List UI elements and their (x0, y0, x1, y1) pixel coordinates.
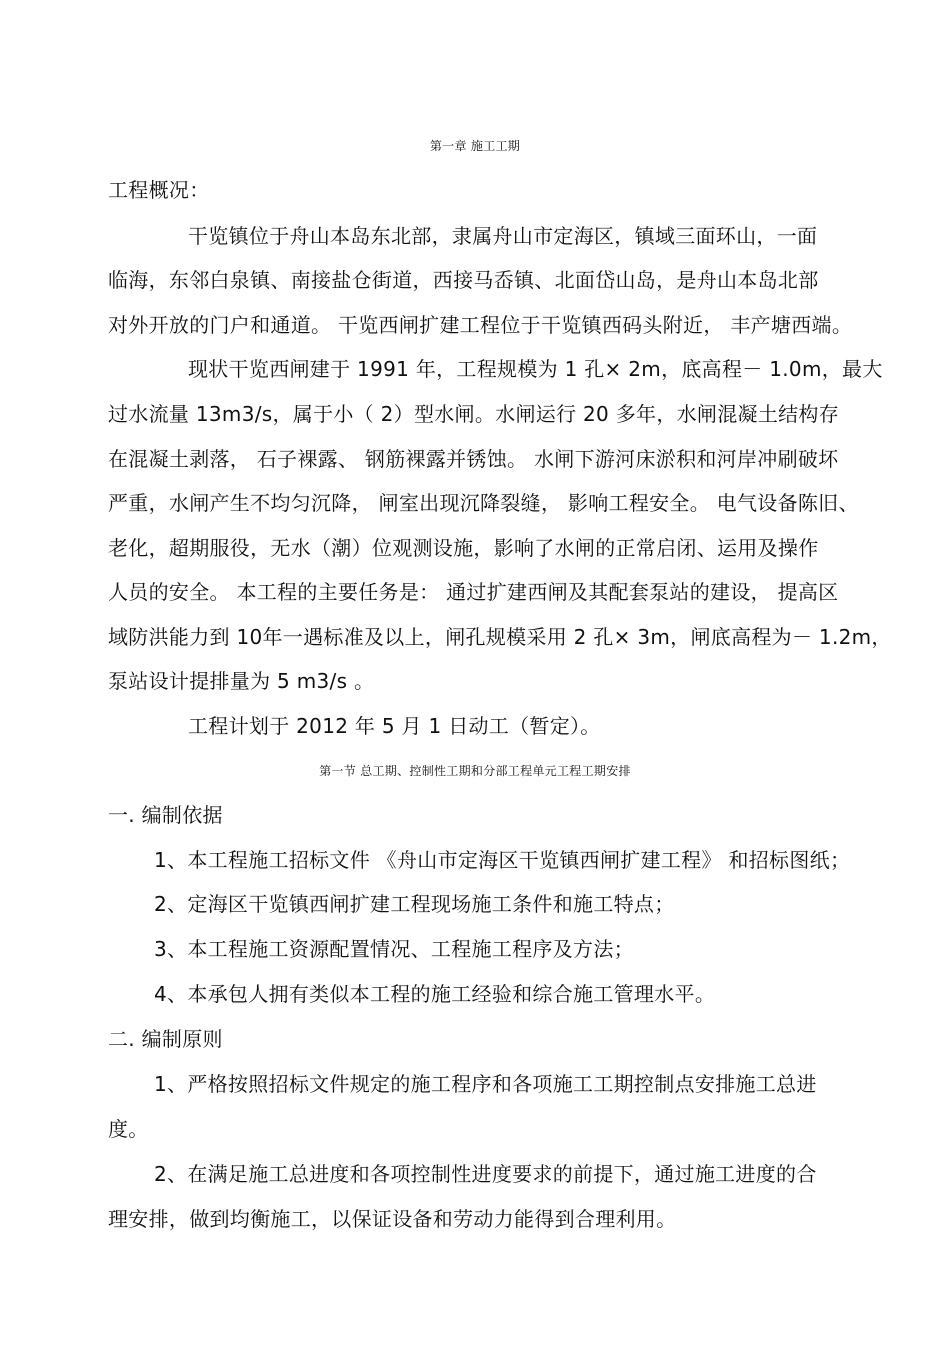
paragraph-2-line-3: 在混凝土剥落， 石子裸露、 钢筋裸露并锈蚀。 水闸下游河床淤积和河岸冲刷破坏 (108, 447, 839, 471)
basis-item-4: 4、本承包人拥有类似本工程的施工经验和综合施工管理水平。 (154, 982, 716, 1006)
paragraph-2-line-2: 过水流量 13m3/s，属于小（ 2）型水闸。水闸运行 20 多年，水闸混凝土结构存 (108, 402, 840, 426)
section-title: 第一节 总工期、控制性工期和分部工程单元工程工期安排 (319, 764, 631, 778)
paragraph-2-line-8: 泵站设计提排量为 5 m3/s 。 (108, 669, 375, 693)
chapter-title: 第一章 施工工期 (429, 139, 521, 153)
principle-1-line-2: 度。 (108, 1117, 149, 1141)
basis-item-2: 2、定海区干览镇西闸扩建工程现场施工条件和施工特点； (154, 892, 675, 916)
paragraph-2-line-4: 严重，水闸产生不均匀沉降， 闸室出现沉降裂缝， 影响工程安全。 电气设备陈旧、 (108, 491, 859, 515)
principle-2-line-2: 理安排，做到均衡施工，以保证设备和劳动力能得到合理利用。 (108, 1207, 677, 1231)
paragraph-3: 工程计划于 2012 年 5 月 1 日动工（暂定）。 (188, 714, 601, 738)
paragraph-2-line-1: 现状干览西闸建于 1991 年，工程规模为 1 孔× 2m，底高程－ 1.0m，最大 (188, 357, 883, 381)
paragraph-1-line-2: 临海，东邻白泉镇、南接盐仓街道，西接马岙镇、北面岱山岛，是舟山本岛北部 (108, 268, 819, 292)
paragraph-2-line-5: 老化，超期服役，无水（潮）位观测设施，影响了水闸的正常启闭、运用及操作 (108, 536, 819, 560)
paragraph-1-line-1: 干览镇位于舟山本岛东北部，隶属舟山市定海区，镇域三面环山，一面 (188, 224, 818, 248)
paragraph-1-line-3: 对外开放的门户和通道。 干览西闸扩建工程位于干览镇西码头附近， 丰产塘西端。 (108, 313, 853, 337)
basis-item-1: 1、本工程施工招标文件 《舟山市定海区干览镇西闸扩建工程》 和招标图纸； (154, 848, 851, 872)
principle-2-line-1: 2、在满足施工总进度和各项控制性进度要求的前提下，通过施工进度的合 (154, 1162, 817, 1186)
overview-heading: 工程概况： (108, 178, 210, 202)
paragraph-2-line-6: 人员的安全。 本工程的主要任务是： 通过扩建西闸及其配套泵站的建设， 提高区 (108, 580, 839, 604)
basis-item-3: 3、本工程施工资源配置情况、工程施工程序及方法； (154, 937, 634, 961)
principle-1-line-1: 1、严格按照招标文件规定的施工程序和各项施工工期控制点安排施工总进 (154, 1072, 817, 1096)
basis-heading: 一. 编制依据 (108, 803, 223, 827)
principle-heading: 二. 编制原则 (108, 1027, 223, 1051)
paragraph-2-line-7: 域防洪能力到 10年一遇标准及以上，闸孔规模采用 2 孔× 3m，闸底高程为－ 1.2m， (108, 625, 892, 649)
